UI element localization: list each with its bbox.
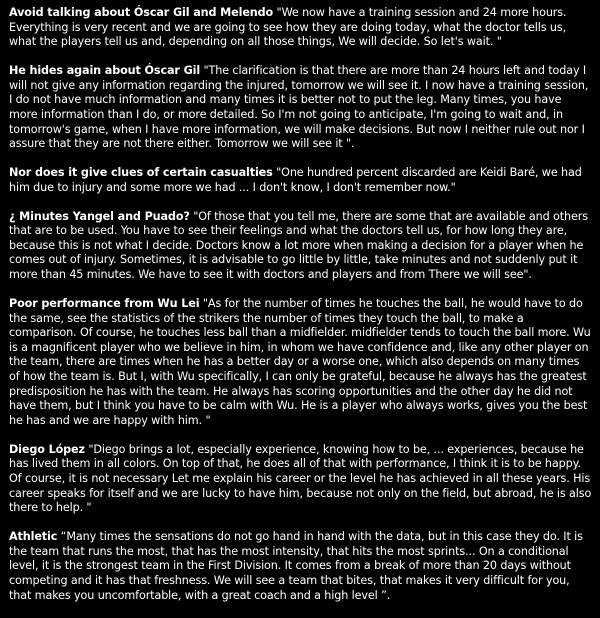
paragraph-athletic [9, 530, 593, 603]
paragraph-heading: Diego López [9, 442, 85, 456]
paragraph-yangel-puado [9, 210, 593, 283]
paragraph-text: “Many times the sensations do not go hand in hand with the data, but in this case they do. It is the team that runs the most, that has the most intensity, that hits the most sprints... On a conditional level, it is the strongest team in the First Division. It comes from a break of more than 20 days without competing and it has that freshness. We will see a team that bites, that makes it very difficult for you, that makes you uncomfortable, with a great coach and a high level ”. [9, 530, 583, 602]
paragraph-heading: Poor performance from Wu Lei [9, 297, 200, 311]
paragraph-text: "One hundred percent discarded are Keidi Baré, we had him due to injury and some more we had ... I don't know, I don't remember now." [9, 166, 582, 194]
paragraph-heading: ¿ Minutes Yangel and Puado? [9, 209, 190, 223]
paragraph-text: "The clarification is that there are more than 24 hours left and today I will not give any information regarding the injured, tomorrow we will see it. I now have a training session, I do not have much information and many times it is better not to put the leg. Many times, you have more information than I do, or more detailed. So I'm not going to anticipate, I'm going to wait and, in tomorrow's game, when I have more information, we will make decisions. But now I neither rule out nor I assure that they are not there either. Tomorrow we will see it ". [9, 64, 589, 151]
paragraph-oscar-gil-melendo [9, 6, 593, 50]
paragraph-text: "As for the number of times he touches the ball, he would have to do the same, see the statistics of the strikers the number of times they touch the ball, to make a comparison. Of course, he touches less ball than a midfielder. midfielder tends to touch the ball more. Wu is a magnificent player who we believe in him, in whom we have confidence and, like any other player on the team, there are times when he has a better day or a worse one, which also depends on many times of how the team is. But I, with Wu specifically, I can only be grateful, because he always has the greatest predisposition he has with the team. He always has scoring opportunities and the other day he did not have them, but I think you have to be calm with Wu. He is a player who always works, gives you the best he has and we are happy with him. " [9, 297, 591, 427]
paragraph-wu-lei [9, 297, 593, 428]
paragraph-text: "Diego brings a lot, especially experience, knowing how to be, ... experiences, because he has lived them in all colors. On top of that, he does all of that with performance, I think it is to be happy. Of course, it is not necessary Let me explain his career or the level he has achieved in all these years. His career speaks for itself and we are lucky to have him, because not only on the field, but abroad, he is also there to help. " [9, 442, 592, 515]
article-body [9, 6, 593, 618]
paragraph-hides-oscar-gil [9, 64, 593, 152]
paragraph-text: "We now have a training session and 24 more hours. Everything is very recent and we are going to see how they are doing today, what the doctor tells us, what the players tell us and, depending on all those things, We will decide. So let's wait. " [9, 6, 567, 49]
paragraph-casualties [9, 166, 593, 195]
paragraph-heading: Athletic [9, 530, 58, 544]
paragraph-diego-lopez [9, 443, 593, 516]
paragraph-heading: Avoid talking about Óscar Gil and Melendo [9, 6, 274, 19]
paragraph-heading: Nor does it give clues of certain casualties [9, 166, 273, 180]
paragraph-heading: He hides again about Óscar Gil [9, 64, 201, 78]
paragraph-text: "Of those that you tell me, there are some that are available and others that are to be used. You have to see their feelings and what the doctors tell us, for how long they are, because this is not what I decide. Doctors know a lot more when making a decision for a player when he comes out of injury. Sometimes, it is advisable to go little by little, take minutes and not suddenly put it more than 45 minutes. We have to see it with doctors and players and from There we will see". [9, 209, 588, 282]
